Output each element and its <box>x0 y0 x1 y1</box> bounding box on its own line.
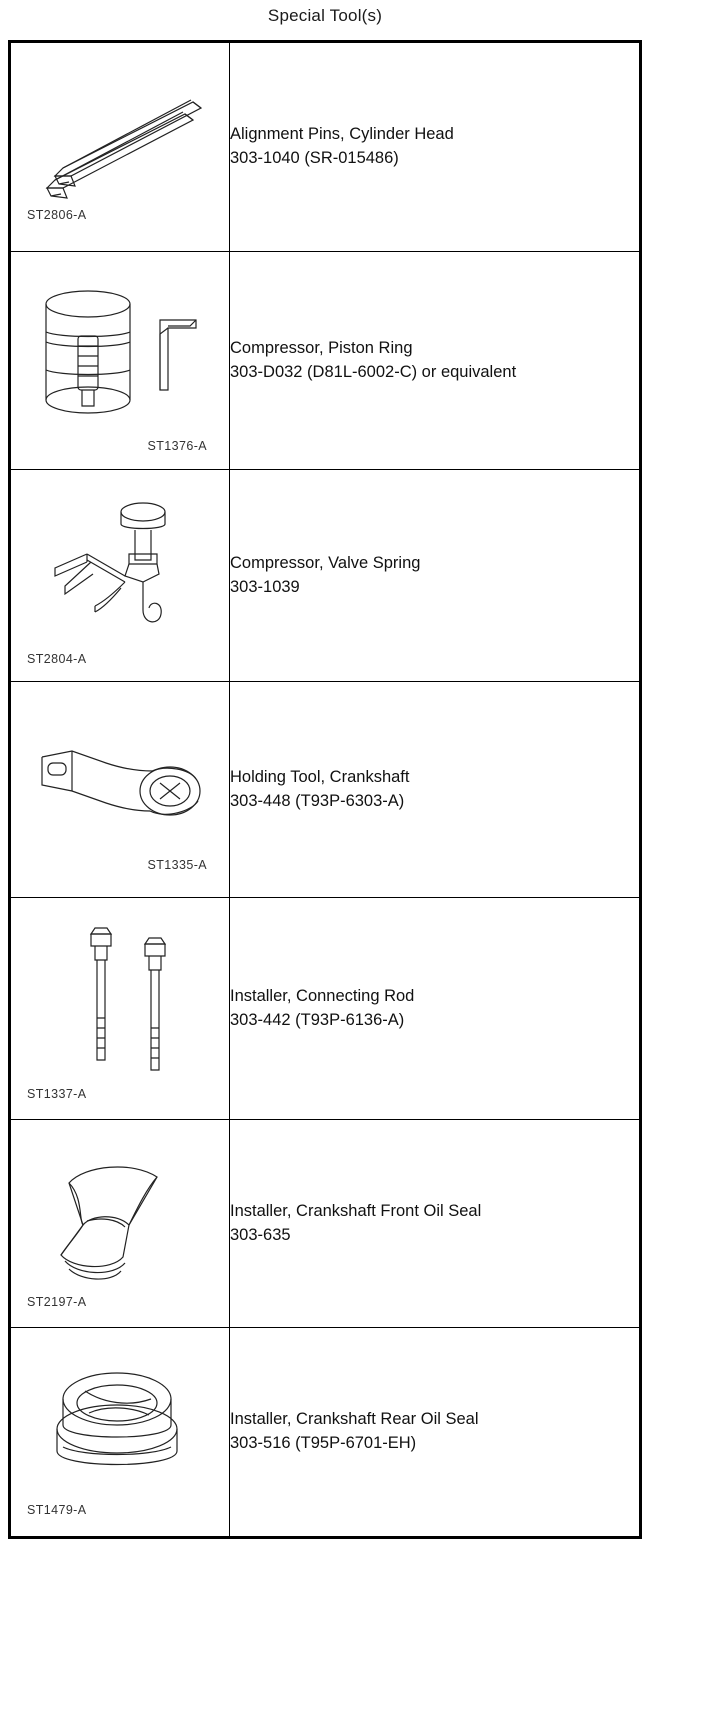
tool-name: Installer, Crankshaft Front Oil Seal <box>230 1201 482 1220</box>
table-row <box>10 252 641 470</box>
tool-description-cell <box>230 682 641 898</box>
art-code: ST2197-A <box>27 1294 87 1309</box>
art-code: ST1337-A <box>27 1087 87 1101</box>
page-title: Special Tool(s) <box>267 6 383 25</box>
art-code: ST2806-A <box>27 208 87 222</box>
tool-image-cell <box>10 42 230 252</box>
tool-image-cell <box>10 470 230 682</box>
valve-spring-compressor-icon <box>25 490 215 650</box>
tool-description-cell <box>230 898 641 1120</box>
table-row <box>10 898 641 1120</box>
tool-name: Compressor, Valve Spring <box>230 553 421 572</box>
tool-number: 303-1040 (SR-015486) <box>230 149 399 167</box>
tool-image-cell <box>10 898 230 1120</box>
tool-description-cell <box>230 252 641 470</box>
art-code: ST1376-A <box>147 439 207 453</box>
tool-description-cell <box>230 470 641 682</box>
tool-name: Installer, Connecting Rod <box>230 986 415 1005</box>
tool-name: Alignment Pins, Cylinder Head <box>230 125 454 144</box>
tool-number: 303-516 (T95P-6701-EH) <box>230 1434 417 1452</box>
tool-image-cell <box>10 1328 230 1538</box>
tool-description-cell <box>230 42 641 252</box>
tool-description-cell <box>230 1328 641 1538</box>
crankshaft-front-oil-seal-installer-icon <box>25 1143 215 1293</box>
crankshaft-holding-tool-icon <box>20 711 220 856</box>
alignment-pins-icon <box>25 76 215 206</box>
tool-image-cell <box>10 682 230 898</box>
table-row <box>10 42 641 252</box>
tool-number: 303-635 <box>230 1225 291 1244</box>
piston-ring-compressor-icon <box>20 272 220 437</box>
special-tools-table <box>8 40 642 1539</box>
art-code: ST2804-A <box>27 651 87 666</box>
crankshaft-rear-oil-seal-installer-icon <box>25 1351 215 1501</box>
art-code: ST1335-A <box>147 858 207 872</box>
tool-number: 303-1039 <box>230 577 300 596</box>
table-row <box>10 682 641 898</box>
table-row <box>10 470 641 682</box>
tool-image-cell <box>10 1120 230 1328</box>
tool-description-cell <box>230 1120 641 1328</box>
table-row <box>10 1120 641 1328</box>
tool-number: 303-D032 (D81L-6002-C) or equivalent <box>230 362 517 381</box>
art-code: ST1479-A <box>27 1503 87 1517</box>
tool-number: 303-448 (T93P-6303-A) <box>230 791 405 810</box>
tool-number: 303-442 (T93P-6136-A) <box>230 1010 405 1029</box>
connecting-rod-installer-icon <box>25 920 215 1085</box>
table-row <box>10 1328 641 1538</box>
tool-name: Compressor, Piston Ring <box>230 338 413 357</box>
tool-image-cell <box>10 252 230 470</box>
tool-name: Holding Tool, Crankshaft <box>230 767 410 786</box>
tool-name: Installer, Crankshaft Rear Oil Seal <box>230 1410 479 1429</box>
